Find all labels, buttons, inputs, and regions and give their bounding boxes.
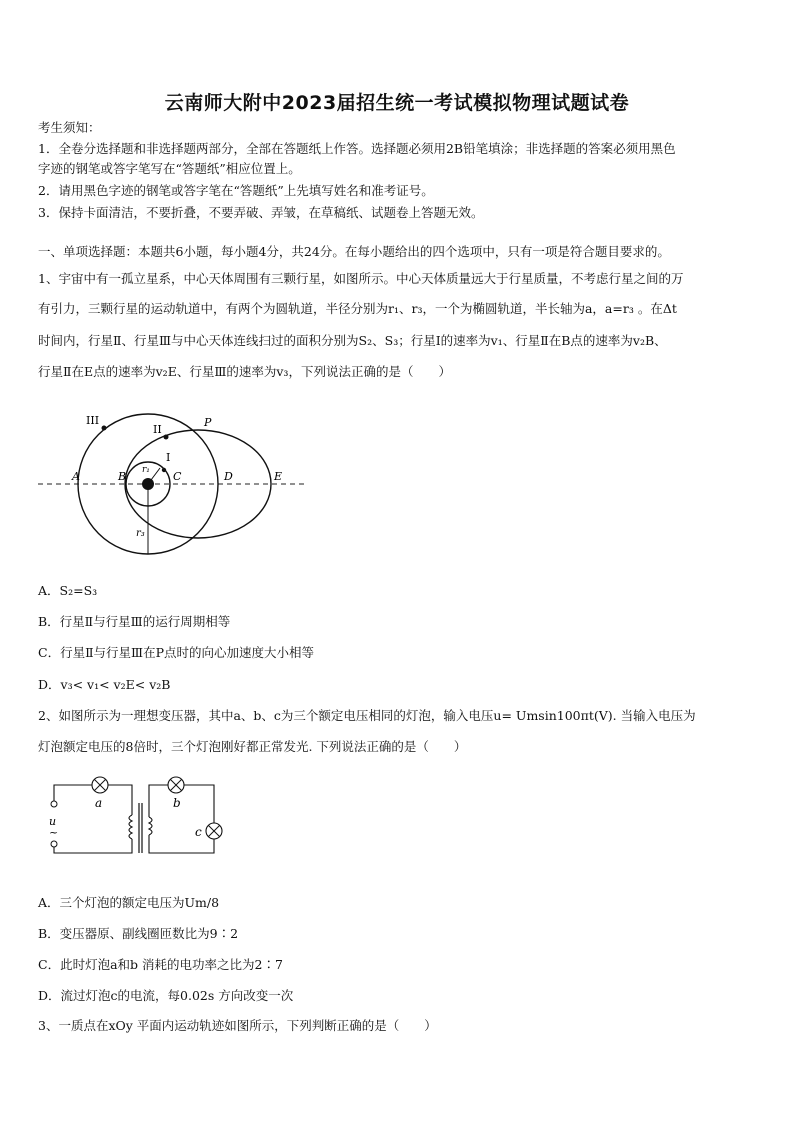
input-terminal [51, 841, 57, 847]
label-C: C [173, 470, 182, 483]
q1-option-b: B．行星Ⅱ与行星Ⅲ的运行周期相等 [38, 614, 231, 629]
label-r3: r₃ [136, 528, 145, 539]
q2-option-b: B．变压器原、副线圈匝数比为9∶2 [38, 926, 239, 941]
label-II: II [153, 423, 162, 436]
label-u: u [49, 815, 57, 828]
label-A: A [72, 470, 80, 483]
label-ac: ~ [49, 826, 59, 839]
q2-option-a: A．三个灯泡的额定电压为Um/8 [38, 895, 220, 910]
label-c: c [195, 825, 202, 839]
primary-coil [129, 815, 132, 839]
primary-wire [108, 785, 132, 815]
label-B: B [118, 470, 127, 483]
primary-wire [54, 785, 92, 801]
label-b: b [173, 796, 181, 810]
question-2-line: 灯泡额定电压的8倍时，三个灯泡刚好都正常发光. 下列说法正确的是（ ） [38, 739, 467, 754]
exam-title: 云南师大附中2023届招生统一考试模拟物理试题试卷 [164, 92, 630, 114]
q2-option-d: D．流过灯泡c的电流，每0.02s 方向改变一次 [38, 988, 294, 1003]
label-III: III [86, 414, 100, 427]
lamp-b [168, 777, 184, 793]
notice-line: 2．请用黑色字迹的钢笔或答字笔在“答题纸”上先填写姓名和准考证号。 [38, 183, 434, 198]
transformer-diagram [42, 773, 227, 865]
q2-option-c: C．此时灯泡a和b 消耗的电功率之比为2∶7 [38, 957, 283, 972]
secondary-wire [149, 785, 168, 817]
question-3-line: 3、一质点在xOy 平面内运动轨迹如图所示，下列判断正确的是（ ） [38, 1018, 437, 1033]
notice-line: 字迹的钢笔或答字笔写在“答题纸”相应位置上。 [38, 161, 301, 176]
lamp-c [206, 823, 222, 839]
label-a: a [95, 796, 103, 810]
planet-I [162, 468, 166, 472]
q1-option-c: C．行星Ⅱ与行星Ⅲ在P点时的向心加速度大小相等 [38, 645, 315, 660]
section-heading: 一、单项选择题：本题共6小题，每小题4分，共24分。在每小题给出的四个选项中，只有一项是符合题目要求的。 [38, 244, 670, 259]
input-terminal [51, 801, 57, 807]
label-P: P [204, 416, 212, 429]
planet-II [164, 435, 169, 440]
lamp-a [92, 777, 108, 793]
question-1-line: 1、宇宙中有一孤立星系，中心天体周围有三颗行星，如图所示。中心天体质量远大于行星质量，不考虑行星之间的万 [38, 271, 684, 286]
label-r1: r₁ [142, 465, 150, 475]
label-D: D [224, 470, 233, 483]
label-E: E [274, 470, 283, 483]
primary-wire [54, 839, 132, 853]
question-2-line: 2、如图所示为一理想变压器，其中a、b、c为三个额定电压相同的灯泡，输入电压u= Umsin100πt(V). 当输入电压为 [38, 708, 696, 723]
label-I: I [166, 451, 171, 464]
question-1-line: 有引力，三颗行星的运动轨道中，有两个为圆轨道，半径分别为r₁、r₃，一个为椭圆轨道，半长轴为a，a=r₃ 。在Δt [38, 301, 677, 316]
planet-III [102, 426, 107, 431]
secondary-wire [149, 835, 214, 853]
question-1-line: 时间内，行星Ⅱ、行星Ⅲ与中心天体连线扫过的面积分别为S₂、S₃；行星Ⅰ的速率为v₁、行星Ⅱ在B点的速率为v₂B、 [38, 333, 667, 348]
notice-line: 1．全卷分选择题和非选择题两部分，全部在答题纸上作答。选择题必须用2B铅笔填涂；非选择题的答案必须用黑色 [38, 141, 676, 156]
notice-line: 3．保持卡面清洁，不要折叠，不要弄破、弄皱，在草稿纸、试题卷上答题无效。 [38, 205, 484, 220]
secondary-coil [149, 817, 152, 835]
q1-option-d: D．v₃< v₁< v₂E< v₂B [38, 677, 171, 692]
question-1-line: 行星Ⅱ在E点的速率为v₂E、行星Ⅲ的速率为v₃，下列说法正确的是（ ） [38, 364, 451, 379]
notice-heading: 考生须知： [38, 120, 101, 135]
secondary-wire [184, 785, 214, 823]
orbit-diagram [38, 408, 308, 558]
q1-option-a: A．S₂=S₃ [38, 583, 98, 598]
